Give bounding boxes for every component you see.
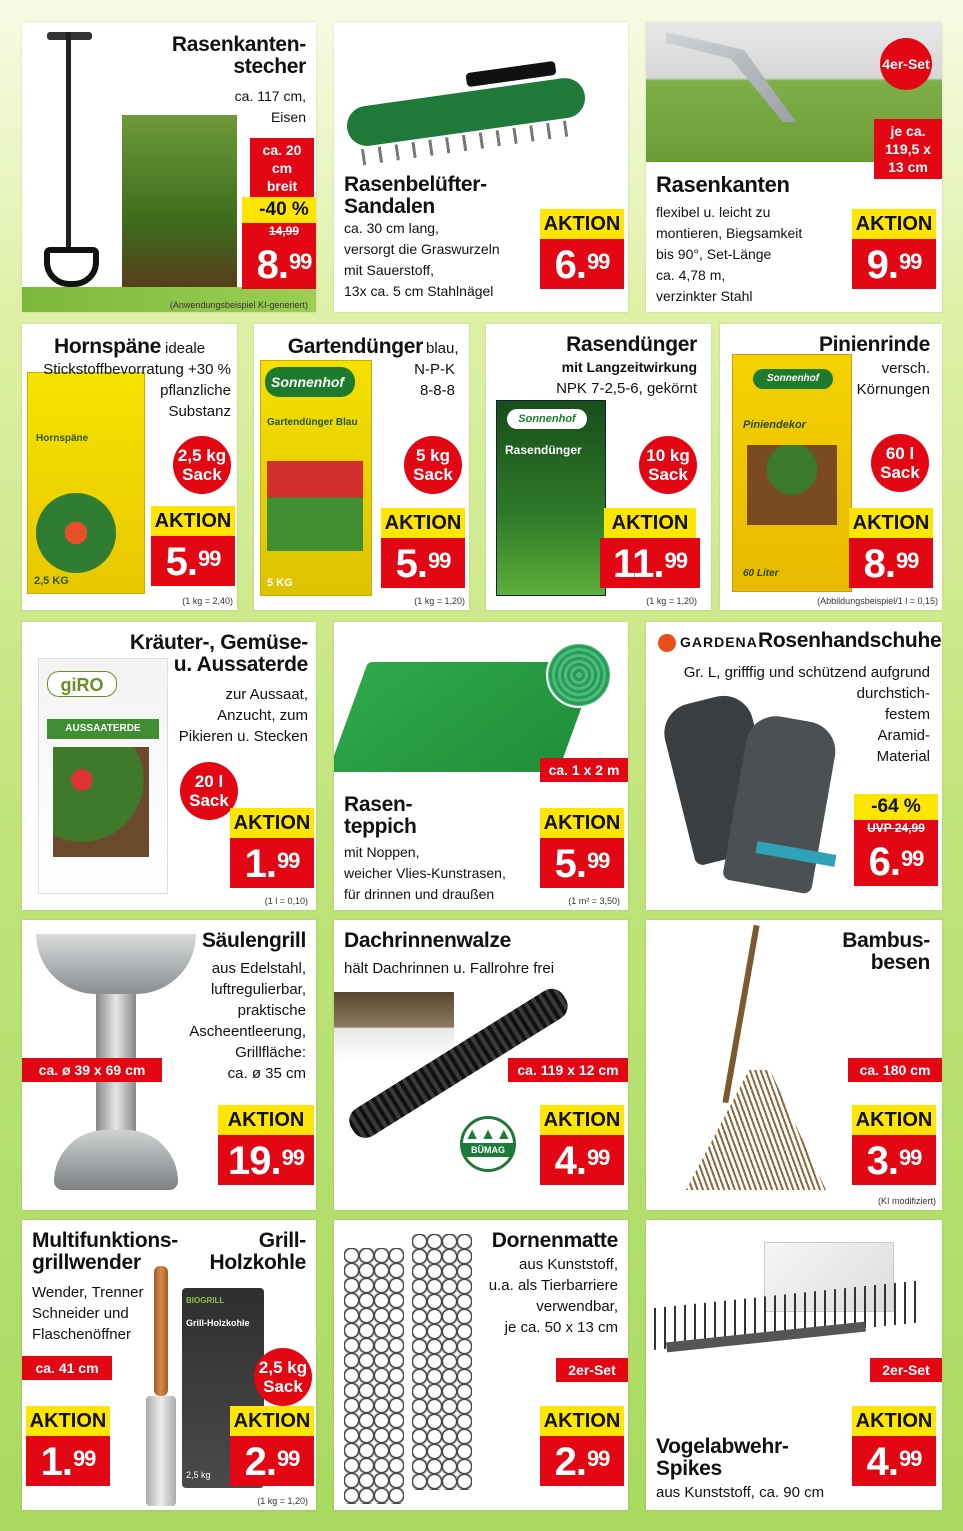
holzkohle-title: Grill- Holzkohle — [209, 1229, 306, 1274]
product-title: Säulengrill — [201, 929, 306, 952]
charcoal-bag-image: BIOGRILL Grill-Holzkohle 2,5 kg — [182, 1288, 264, 1488]
spike-mat-image — [344, 1248, 404, 1504]
set-badge: 4er-Set — [880, 38, 932, 90]
product-title: Hornspäne — [54, 335, 161, 358]
set-tag: 2er-Set — [870, 1358, 942, 1382]
offer-bambusbesen[interactable] — [646, 920, 942, 1210]
buemag-logo: ▲▲▲ BÜMAG — [460, 1116, 516, 1172]
gardena-logo-icon — [658, 634, 676, 652]
product-title: Pinienrinde — [818, 333, 930, 356]
product-desc: aus Edelstahl, luftregulierbar, praktische Ascheentleerung, Grillfläche: ca. ø 35 cm — [189, 960, 306, 1082]
product-title: Kräuter-, Gemüse- u. Aussaterde — [129, 631, 308, 676]
offer-rasenbeluefter-sandalen[interactable] — [334, 22, 628, 312]
grillwender-desc: Wender, Trenner Schneider und Flaschenöffner — [32, 1284, 144, 1343]
product-title: Gartendünger — [287, 335, 423, 358]
unit-price: (1 m² = 3,50) — [568, 896, 620, 906]
broom-head-image — [686, 1070, 826, 1190]
grillwender-title: Multifunktions- grillwender — [32, 1229, 178, 1274]
gloves-image — [666, 698, 846, 898]
price-box: 5.99 — [151, 536, 235, 586]
product-desc: ca. 117 cm, Eisen — [234, 88, 306, 125]
lawn-edger-image — [42, 32, 112, 302]
brand-label: GARDENA — [680, 634, 758, 650]
aktion-label: AKTION — [540, 808, 624, 838]
price-box: 1.99 — [230, 838, 314, 888]
aerator-sandal-image — [346, 62, 586, 157]
product-desc: Gr. L, grifffig und schützend aufgrund durchstich- festem Aramid- Material — [683, 664, 930, 765]
price-box: 11.99 — [600, 538, 700, 588]
aktion-label: AKTION — [852, 1105, 936, 1135]
aktion-label: AKTION — [852, 209, 936, 239]
offer-rasenkanten[interactable] — [646, 22, 942, 312]
gutter-photo — [334, 992, 454, 1062]
old-price: UVP 24,99 — [854, 820, 938, 836]
price-box: 5.99 — [381, 538, 465, 588]
unit-price: (1 kg = 1,20) — [646, 596, 697, 606]
price-box: 8.99 — [242, 239, 316, 289]
product-subtitle: mit Langzeitwirkung — [561, 359, 697, 375]
size-tag: ca. 180 cm — [848, 1058, 942, 1082]
grillwender-size-tag: ca. 41 cm — [22, 1356, 112, 1380]
offer-dornenmatte[interactable] — [334, 1220, 628, 1510]
product-title: Dornenmatte — [491, 1229, 618, 1252]
aktion-label: AKTION — [540, 209, 624, 239]
offer-dachrinnenwalze[interactable] — [334, 920, 628, 1210]
image-note: (Anwendungsbeispiel KI-generiert) — [169, 300, 308, 310]
product-title: Dachrinnenwalze — [344, 929, 512, 952]
grillwender-price-box: 1.99 — [26, 1436, 110, 1486]
offer-rasenkantenstecher[interactable] — [22, 22, 316, 312]
product-title: Rasenbelüfter-Sandalen — [344, 173, 487, 218]
old-price: 14,99 — [242, 223, 316, 239]
bag-image: giRO AUSSAATERDE — [38, 658, 168, 894]
aktion-label: AKTION — [151, 506, 235, 536]
size-tag: ca. 20 cm breit — [250, 138, 314, 198]
product-title: Vogelabwehr- Spikes — [656, 1435, 789, 1480]
grillwender-aktion-label: AKTION — [26, 1406, 110, 1436]
discount-badge: -64 % — [854, 794, 938, 820]
product-desc: aus Kunststoff, ca. 90 cm — [656, 1484, 825, 1501]
product-desc: mit Noppen, weicher Vlies-Kunstrasen, für drinnen und draußen — [344, 844, 506, 902]
size-circle: 10 kg Sack — [639, 436, 697, 494]
price-box: 4.99 — [540, 1135, 624, 1185]
price-box: 8.99 — [849, 538, 933, 588]
detail-circle — [546, 642, 612, 708]
aktion-label: AKTION — [852, 1406, 936, 1436]
product-title: Rasendünger — [566, 333, 697, 356]
size-circle: 20 l Sack — [180, 762, 238, 820]
holzkohle-aktion-label: AKTION — [230, 1406, 314, 1436]
aktion-label: AKTION — [849, 508, 933, 538]
product-desc: ca. 30 cm lang, versorgt die Graswurzeln mit Sauerstoff, 13x ca. 5 cm Stahlnägel — [344, 220, 500, 299]
aktion-label: AKTION — [540, 1406, 624, 1436]
price-box: 3.99 — [852, 1135, 936, 1185]
aktion-label: AKTION — [604, 508, 696, 538]
title-suffix: ideale — [165, 340, 206, 357]
offer-rasenteppich[interactable] — [334, 622, 628, 910]
unit-price: (1 kg = 1,20) — [257, 1496, 308, 1506]
grass-image — [122, 115, 237, 295]
bag-image: Hornspäne 2,5 KG — [27, 372, 145, 594]
size-tag: je ca. 119,5 x 13 cm — [874, 119, 942, 179]
unit-price: (1 l = 0,10) — [264, 896, 308, 906]
offer-gartenduenger[interactable] — [254, 324, 469, 610]
size-circle: 60 l Sack — [871, 434, 929, 492]
title-suffix: blau, — [426, 340, 459, 357]
product-desc: hält Dachrinnen u. Fallrohre frei — [344, 960, 555, 977]
product-desc: aus Kunststoff, u.a. als Tierbarriere verwendbar, je ca. 50 x 13 cm — [488, 1256, 618, 1336]
product-desc: Stickstoffbevorratung +30 % pflanzliche Substanz — [43, 361, 231, 420]
product-title: Rasenkanten — [656, 172, 790, 197]
image-note: (KI modifiziert) — [877, 1196, 936, 1206]
price-box: 5.99 — [540, 838, 624, 888]
offer-vogelabwehr-spikes[interactable] — [646, 1220, 942, 1510]
offer-pinienrinde[interactable] — [720, 324, 942, 610]
aktion-label: AKTION — [230, 808, 314, 838]
offer-hornspaene[interactable] — [22, 324, 237, 610]
offer-rosenhandschuhe[interactable] — [646, 622, 942, 910]
price-box: 4.99 — [852, 1436, 936, 1486]
unit-price: (1 kg = 1,20) — [414, 596, 465, 606]
offer-saeulengrill[interactable] — [22, 920, 316, 1210]
offer-rasenduenger[interactable] — [486, 324, 711, 610]
grill-turner-image — [146, 1266, 176, 1506]
spike-mat-image-2 — [412, 1234, 472, 1490]
size-tag: ca. 119 x 12 cm — [508, 1058, 628, 1082]
size-circle: 2,5 kg Sack — [173, 436, 231, 494]
product-title: Rosenhandschuhe — [758, 629, 942, 652]
offer-aussaaterde[interactable] — [22, 622, 316, 910]
offer-grillwender-holzkohle[interactable] — [22, 1220, 316, 1510]
product-title: Rasenkanten-stecher — [171, 33, 306, 78]
aktion-label: AKTION — [540, 1105, 624, 1135]
price-box: 2.99 — [540, 1436, 624, 1486]
product-desc: zur Aussaat, Anzucht, zum Pikieren u. Stecken — [178, 686, 308, 745]
price-box: 19.99 — [218, 1135, 314, 1185]
aktion-label: AKTION — [381, 508, 465, 538]
product-title: Rasen- teppich — [344, 793, 417, 838]
bag-image: Sonnenhof Gartendünger Blau 5 KG — [260, 360, 372, 596]
product-desc: NPK 7-2,5-6, gekörnt — [556, 380, 697, 397]
bag-image: Sonnenhof Piniendekor 60 Liter — [732, 354, 852, 592]
holzkohle-price-box: 2.99 — [230, 1436, 314, 1486]
discount-badge: -40 % — [242, 197, 316, 223]
unit-price: (Abbildungsbeispiel/1 l = 0,15) — [817, 596, 938, 606]
product-title: Bambus- besen — [842, 929, 930, 974]
size-tag: ca. ø 39 x 69 cm — [22, 1058, 162, 1082]
unit-price: (1 kg = 2,40) — [182, 596, 233, 606]
set-tag: 2er-Set — [556, 1358, 628, 1382]
product-desc: flexibel u. leicht zu montieren, Biegsamkeit bis 90°, Set-Länge ca. 4,78 m, verzinkter Stahl — [656, 204, 803, 304]
bag-image: Sonnenhof Rasendünger — [496, 400, 606, 596]
aktion-label: AKTION — [218, 1105, 314, 1135]
size-circle: 5 kg Sack — [404, 436, 462, 494]
price-box: 6.99 — [540, 239, 624, 289]
price-box: 6.99 — [854, 836, 938, 886]
product-desc: N-P-K 8-8-8 — [414, 361, 455, 399]
price-box: 9.99 — [852, 239, 936, 289]
size-circle: 2,5 kg Sack — [254, 1348, 312, 1406]
size-tag: ca. 1 x 2 m — [540, 758, 628, 782]
product-desc: versch. Körnungen — [856, 360, 930, 398]
